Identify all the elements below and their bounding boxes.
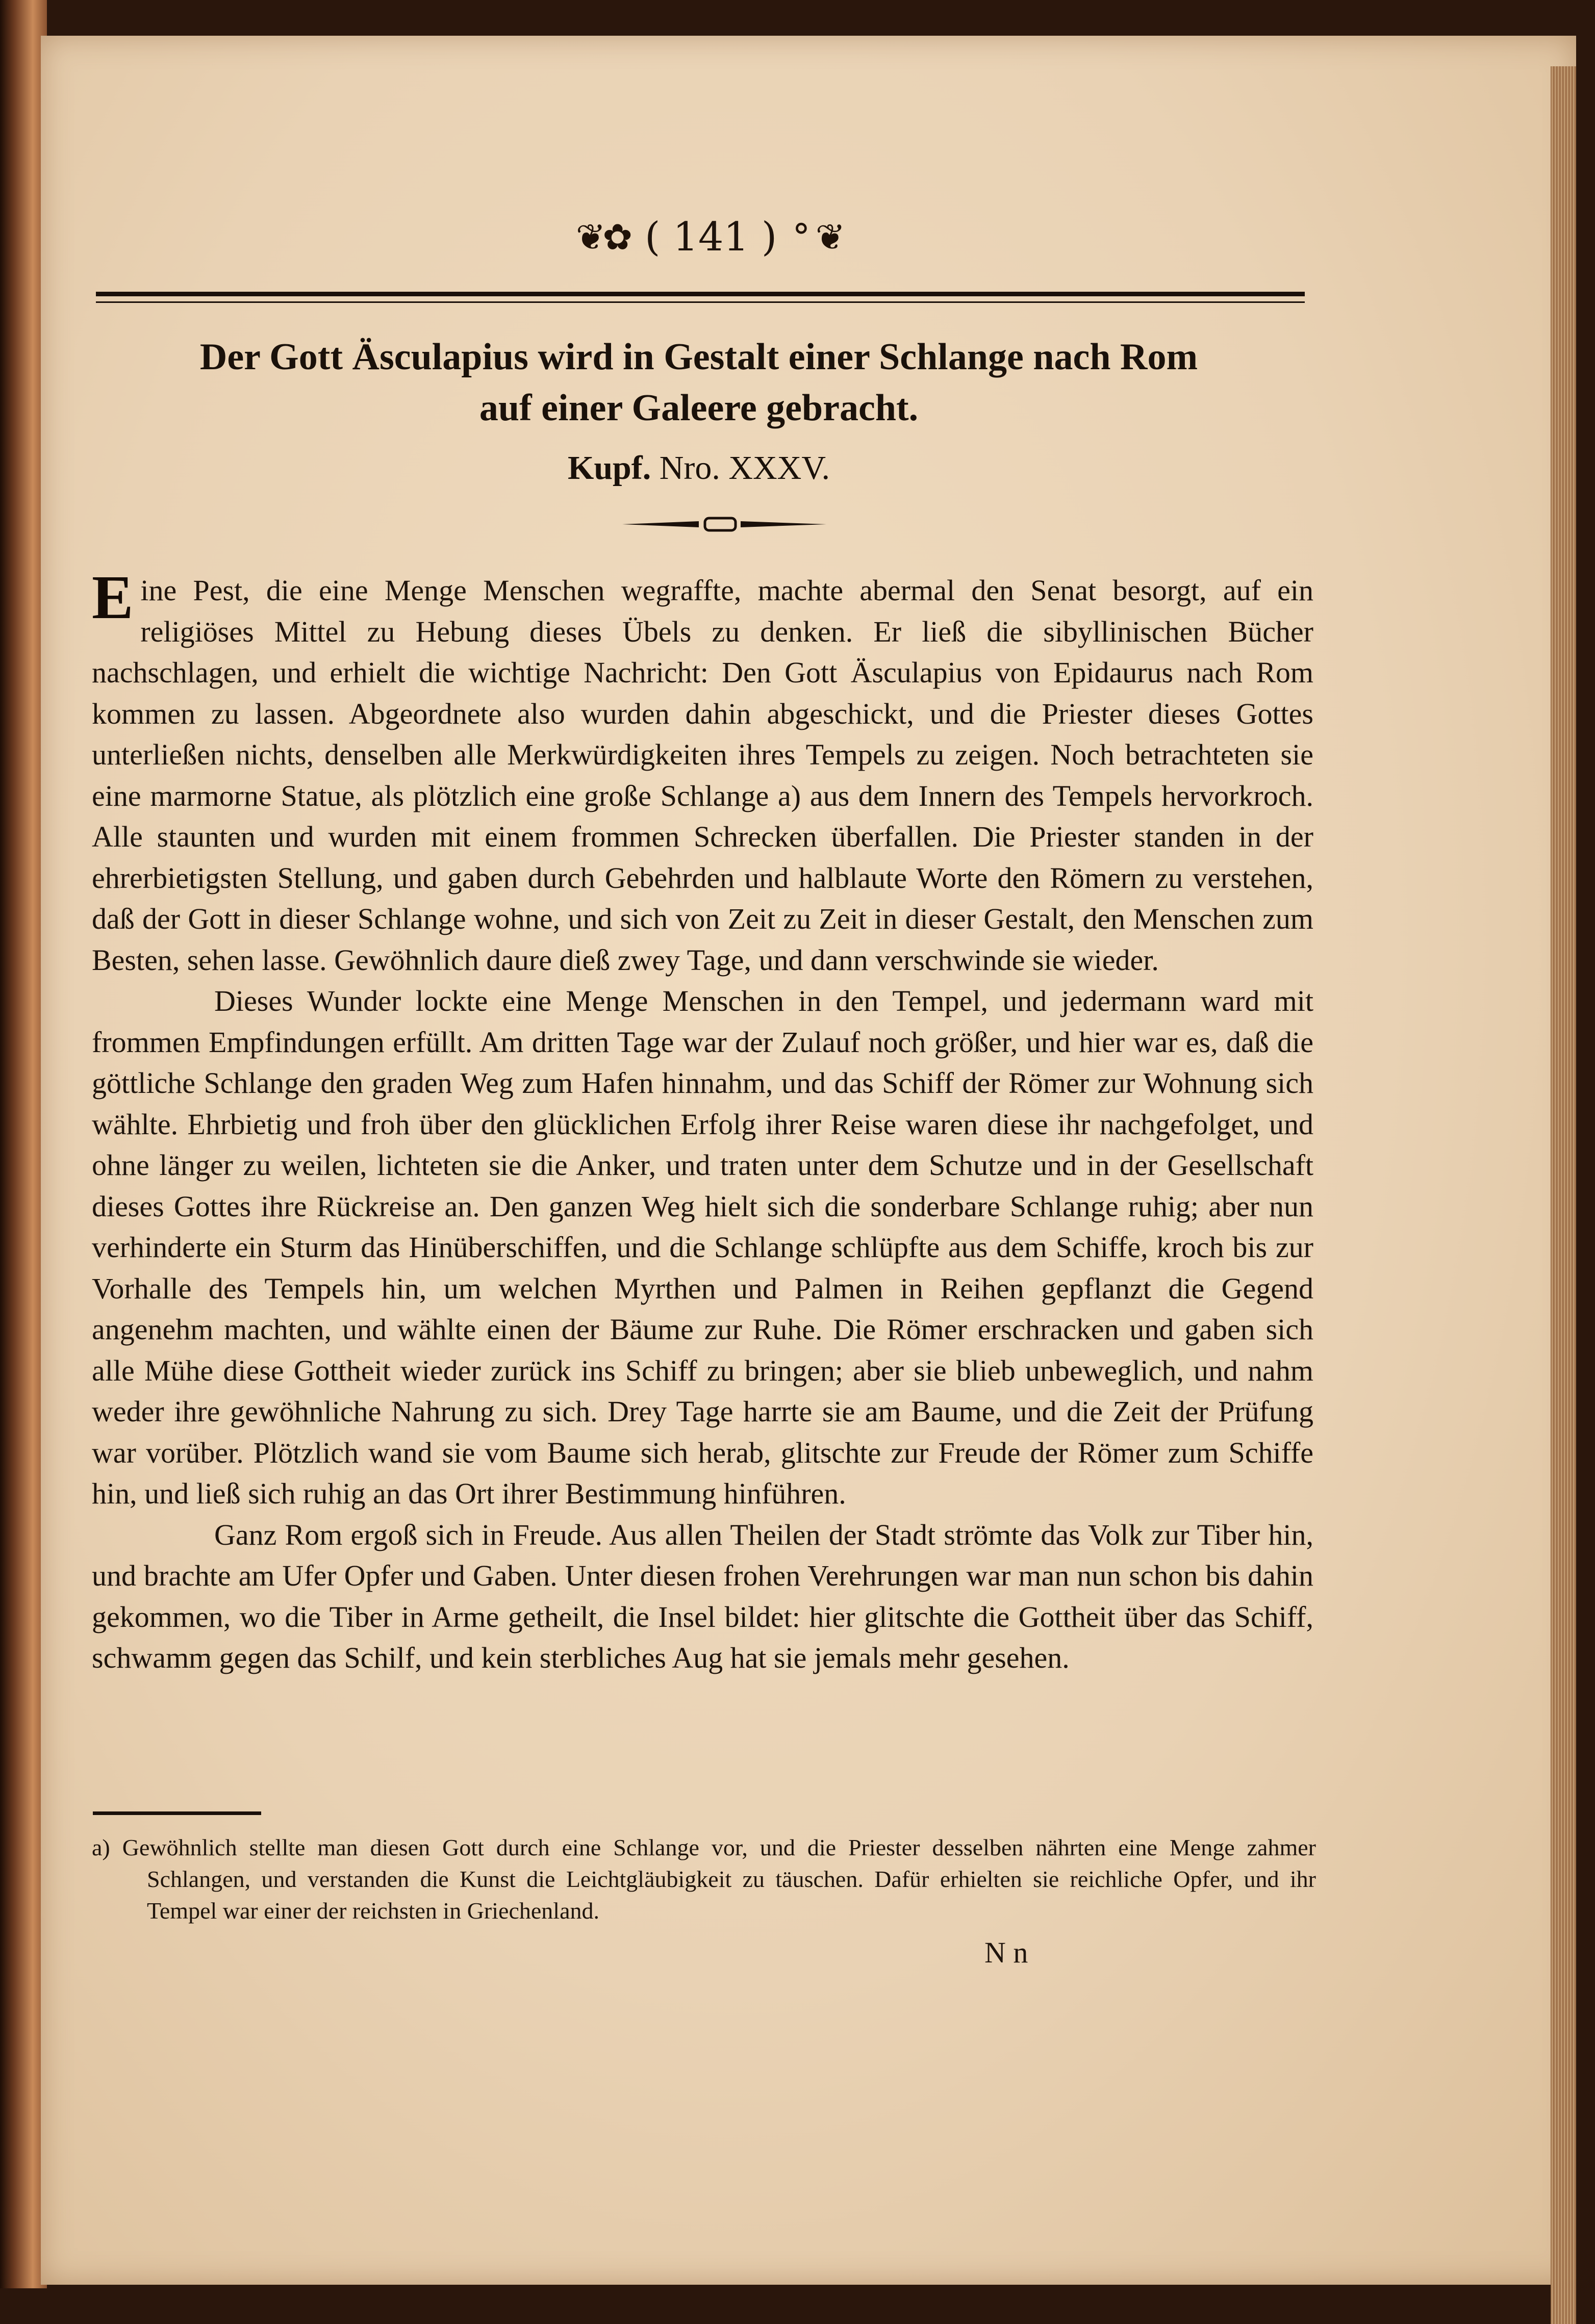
plate-prefix: Kupf. xyxy=(567,449,651,487)
running-header xyxy=(510,209,908,265)
title-line-2: auf einer Galeere gebracht. xyxy=(479,387,919,429)
paragraph-1 xyxy=(92,563,1313,981)
header-rule xyxy=(96,292,1305,303)
paragraph-2: Dieses Wunder lockte eine Menge Menschen in den Tempel, und jedermann ward mit frommen Empfindungen erfüllt. Am dritten Tage war der Zulauf noch größer, und hier war es, daß die göttliche Schlange den graden Weg zum Hafen hinnahm, und das Schiff der Römer zur Wohnung sich wählte. Ehrbietig und froh über den glücklichen Erfolg ihrer Reise waren diese ihr nachgefolget, und ohne länger zu weilen, lichteten sie die Anker, und traten unter dem Schutze und in der Gesellschaft dieses Gottes ihre Rückreise an. Den ganzen Weg hielt sich die sonderbare Schlange ruhig; aber nun verhinderte ein Sturm das Hinüberschiffen, und die Schlange schlüpfte aus dem Schiffe, kroch bis zur Vorhalle des Tempels hin, um welchen Myrthen und Palmen in Reihen gepflanzt die Gegend angenehm machten, und wählte einen der Bäume zur Ruhe. Die Römer erschracken und gaben sich alle Mühe diese Gottheit wieder zurück ins Schiff zu bringen; aber sie blieb unbeweglich, und nahm weder ihre gewöhnliche Nahrung zu sich. Drey Tage harrte sie am Baume, und die Zeit der Prüfung war vorüber. Plötzlich wand sie vom Baume sich herab, glitschte zur Freude der Römer zum Schiffe hin, und ließ sich ruhig an das Ort ihrer Bestimmung hinführen. xyxy=(92,984,1313,1510)
footnote xyxy=(92,1832,1316,1927)
plate-label: Nro. XXXV. xyxy=(659,449,830,487)
ornamental-divider-icon xyxy=(622,514,826,534)
ornament-left-icon: ❦✿ xyxy=(575,216,630,258)
title-line-1: Der Gott Äsculapius wird in Gestalt einer Schlange nach Rom xyxy=(199,336,1198,378)
footnote-rule xyxy=(93,1811,261,1815)
chapter-title xyxy=(102,331,1296,433)
ornament-right-icon: ° ❦ xyxy=(792,216,843,258)
footnote-text: a) Gewöhnlich stellte man diesen Gott durch eine Schlange vor, und die Priester desselben nährten eine Menge zahmer Schlangen, und verstanden die Kunst die Leichtgläubigkeit zu täuschen. Dafür erhielten sie reichliche Opfer, und ihr Tempel war einer der reichsten in Griechenland. xyxy=(92,1834,1316,1924)
paragraph-3: Ganz Rom ergoß sich in Freude. Aus allen Theilen der Stadt strömte das Volk zur Tiber hin, und brachte am Ufer Opfer und Gaben. Unter diesen frohen Verehrungen war man nun schon bis dahin gekommen, wo die Tiber in Arme getheilt, die Insel bildet: hier glitschte die Gottheit über das Schiff, schwamm gegen das Schilf, und kein sterbliches Aug hat sie jemals mehr gesehen. xyxy=(92,1518,1313,1674)
paragraph-1-text: ine Pest, die eine Menge Menschen wegraffte, machte abermal den Senat besorgt, auf ein religiöses Mittel zu Hebung dieses Übels zu denken. Er ließ die sibyllinischen Bücher nachschlagen, und erhielt die wichtige Nachricht: Den Gott Äsculapius von Epidaurus nach Rom kommen zu lassen. Abgeordnete also wurden dahin abgeschickt, und die Priester dieses Gottes unterließen nichts, denselben alle Merkwürdigkeiten ihres Tempels zu zeigen. Noch betrachteten sie eine marmorne Statue, als plötzlich eine große Schlange a) aus dem Innern des Tempels hervorkroch. Alle staunten und wurden mit einem frommen Schrecken überfallen. Die Priester standen in der ehrerbietigsten Stellung, und gaben durch Gebehrden und halblaute Worte den Römern zu verstehen, daß der Gott in dieser Schlange wohne, und sich von Zeit zu Zeit in dieser Gestalt, den Menschen zum Besten, sehen lasse. Gewöhnlich daure dieß zwey Tage, und dann verschwinde sie wieder. xyxy=(92,574,1313,977)
drop-cap: E xyxy=(92,563,134,632)
facing-page-edge xyxy=(0,0,47,2288)
page-stack-edge xyxy=(1551,66,1576,2324)
main-text xyxy=(92,563,1313,1679)
plate-reference xyxy=(510,449,888,488)
page-number: ( 141 ) xyxy=(645,214,777,260)
catchword: N n xyxy=(984,1936,1028,1969)
